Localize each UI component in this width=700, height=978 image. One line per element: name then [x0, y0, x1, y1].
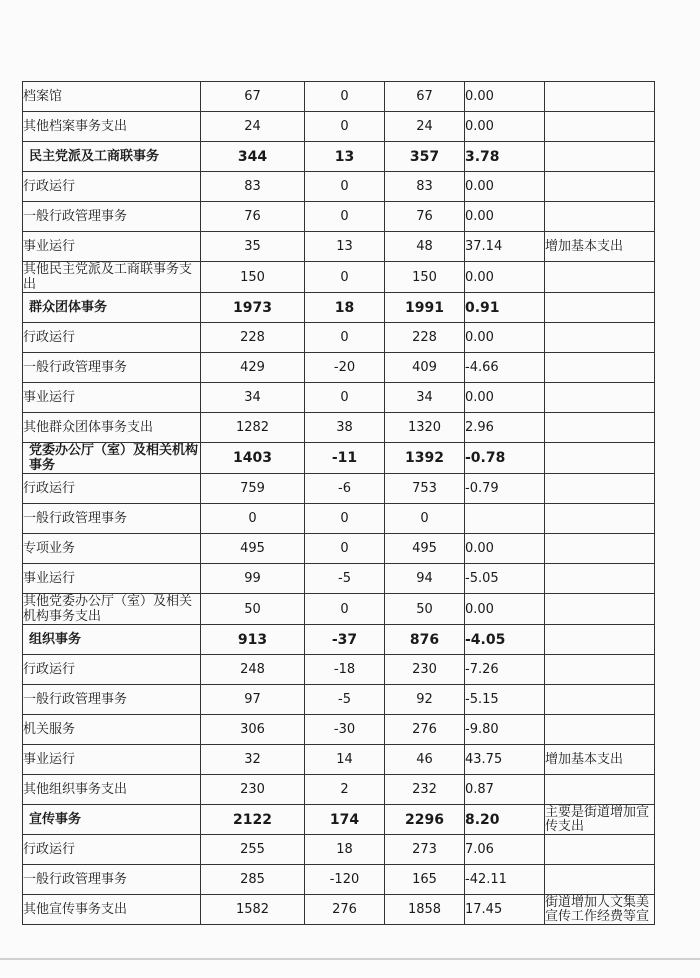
table-row — [23, 293, 655, 323]
change-percent-cell: -4.66 — [465, 353, 545, 383]
change-amount-cell: 0 — [305, 172, 385, 202]
change-amount-cell: 0 — [305, 262, 385, 293]
change-percent-cell: -42.11 — [465, 865, 545, 895]
table-row — [23, 564, 655, 594]
current-amount-cell: 876 — [385, 625, 465, 655]
item-name-cell: 其他组织事务支出 — [23, 775, 201, 805]
current-amount-cell: 273 — [385, 835, 465, 865]
item-name-cell: 档案馆 — [23, 82, 201, 112]
change-percent-cell: -9.80 — [465, 715, 545, 745]
item-name-cell: 行政运行 — [23, 835, 201, 865]
change-percent-cell: 17.45 — [465, 895, 545, 925]
current-amount-cell: 0 — [385, 504, 465, 534]
item-name-cell: 一般行政管理事务 — [23, 685, 201, 715]
change-amount-cell: -5 — [305, 564, 385, 594]
item-name-cell: 其他民主党派及工商联事务支出 — [23, 262, 201, 293]
change-amount-cell: 13 — [305, 142, 385, 172]
change-percent-cell: 0.00 — [465, 262, 545, 293]
change-amount-cell: 0 — [305, 323, 385, 353]
change-amount-cell: 0 — [305, 594, 385, 625]
table-row — [23, 805, 655, 835]
change-amount-cell: 0 — [305, 534, 385, 564]
prev-amount-cell: 1582 — [201, 895, 305, 925]
current-amount-cell: 357 — [385, 142, 465, 172]
item-name-cell: 事业运行 — [23, 745, 201, 775]
current-amount-cell: 1320 — [385, 413, 465, 443]
change-amount-cell: 38 — [305, 413, 385, 443]
prev-amount-cell: 248 — [201, 655, 305, 685]
table-row — [23, 262, 655, 293]
prev-amount-cell: 76 — [201, 202, 305, 232]
item-name-cell: 行政运行 — [23, 323, 201, 353]
item-name-cell: 其他档案事务支出 — [23, 112, 201, 142]
prev-amount-cell: 0 — [201, 504, 305, 534]
note-cell — [545, 534, 655, 564]
current-amount-cell: 76 — [385, 202, 465, 232]
current-amount-cell: 495 — [385, 534, 465, 564]
current-amount-cell: 1392 — [385, 443, 465, 474]
prev-amount-cell: 1973 — [201, 293, 305, 323]
table-row — [23, 383, 655, 413]
item-name-cell: 事业运行 — [23, 564, 201, 594]
change-percent-cell: 0.00 — [465, 202, 545, 232]
table-row — [23, 474, 655, 504]
change-amount-cell: -37 — [305, 625, 385, 655]
prev-amount-cell: 35 — [201, 232, 305, 262]
change-percent-cell: -7.26 — [465, 655, 545, 685]
change-amount-cell: 18 — [305, 835, 385, 865]
note-cell — [545, 202, 655, 232]
prev-amount-cell: 83 — [201, 172, 305, 202]
current-amount-cell: 228 — [385, 323, 465, 353]
item-name-cell: 一般行政管理事务 — [23, 202, 201, 232]
current-amount-cell: 48 — [385, 232, 465, 262]
item-name-cell: 专项业务 — [23, 534, 201, 564]
change-percent-cell: 37.14 — [465, 232, 545, 262]
note-cell — [545, 775, 655, 805]
note-cell: 主要是街道增加宣传支出 — [545, 805, 655, 835]
change-amount-cell: -120 — [305, 865, 385, 895]
current-amount-cell: 150 — [385, 262, 465, 293]
note-cell — [545, 443, 655, 474]
current-amount-cell: 50 — [385, 594, 465, 625]
change-amount-cell: -6 — [305, 474, 385, 504]
change-percent-cell — [465, 504, 545, 534]
table-row — [23, 835, 655, 865]
current-amount-cell: 276 — [385, 715, 465, 745]
note-cell: 增加基本支出 — [545, 745, 655, 775]
change-amount-cell: 276 — [305, 895, 385, 925]
prev-amount-cell: 230 — [201, 775, 305, 805]
prev-amount-cell: 495 — [201, 534, 305, 564]
prev-amount-cell: 285 — [201, 865, 305, 895]
item-name-cell: 其他群众团体事务支出 — [23, 413, 201, 443]
table-row — [23, 865, 655, 895]
prev-amount-cell: 24 — [201, 112, 305, 142]
change-percent-cell: 7.06 — [465, 835, 545, 865]
current-amount-cell: 46 — [385, 745, 465, 775]
change-amount-cell: -18 — [305, 655, 385, 685]
prev-amount-cell: 1403 — [201, 443, 305, 474]
change-percent-cell: 0.87 — [465, 775, 545, 805]
note-cell — [545, 564, 655, 594]
item-name-cell: 民主党派及工商联事务 — [23, 142, 201, 172]
table-row — [23, 82, 655, 112]
item-name-cell: 其他宣传事务支出 — [23, 895, 201, 925]
change-amount-cell: -11 — [305, 443, 385, 474]
change-percent-cell: 3.78 — [465, 142, 545, 172]
current-amount-cell: 24 — [385, 112, 465, 142]
prev-amount-cell: 97 — [201, 685, 305, 715]
change-amount-cell: 18 — [305, 293, 385, 323]
item-name-cell: 其他党委办公厅（室）及相关机构事务支出 — [23, 594, 201, 625]
note-cell — [545, 865, 655, 895]
change-percent-cell: 0.00 — [465, 82, 545, 112]
change-percent-cell: 0.00 — [465, 534, 545, 564]
current-amount-cell: 67 — [385, 82, 465, 112]
item-name-cell: 一般行政管理事务 — [23, 865, 201, 895]
note-cell: 增加基本支出 — [545, 232, 655, 262]
change-amount-cell: 0 — [305, 383, 385, 413]
prev-amount-cell: 913 — [201, 625, 305, 655]
prev-amount-cell: 344 — [201, 142, 305, 172]
scan-edge — [0, 958, 700, 960]
note-cell — [545, 142, 655, 172]
change-amount-cell: 0 — [305, 112, 385, 142]
item-name-cell: 党委办公厅（室）及相关机构事务 — [23, 443, 201, 474]
current-amount-cell: 92 — [385, 685, 465, 715]
change-percent-cell: 0.00 — [465, 383, 545, 413]
note-cell — [545, 82, 655, 112]
table-row — [23, 504, 655, 534]
table-row — [23, 594, 655, 625]
prev-amount-cell: 759 — [201, 474, 305, 504]
change-amount-cell: -5 — [305, 685, 385, 715]
note-cell — [545, 715, 655, 745]
table-row — [23, 353, 655, 383]
change-amount-cell: 0 — [305, 202, 385, 232]
change-amount-cell: 0 — [305, 82, 385, 112]
note-cell — [545, 835, 655, 865]
change-amount-cell: 174 — [305, 805, 385, 835]
item-name-cell: 组织事务 — [23, 625, 201, 655]
note-cell — [545, 655, 655, 685]
change-amount-cell: 14 — [305, 745, 385, 775]
table-row — [23, 323, 655, 353]
change-percent-cell: -0.78 — [465, 443, 545, 474]
item-name-cell: 行政运行 — [23, 474, 201, 504]
change-percent-cell: -4.05 — [465, 625, 545, 655]
item-name-cell: 事业运行 — [23, 232, 201, 262]
prev-amount-cell: 32 — [201, 745, 305, 775]
prev-amount-cell: 228 — [201, 323, 305, 353]
current-amount-cell: 753 — [385, 474, 465, 504]
change-amount-cell: -20 — [305, 353, 385, 383]
note-cell — [545, 685, 655, 715]
prev-amount-cell: 429 — [201, 353, 305, 383]
item-name-cell: 行政运行 — [23, 172, 201, 202]
table-row — [23, 655, 655, 685]
prev-amount-cell: 255 — [201, 835, 305, 865]
current-amount-cell: 2296 — [385, 805, 465, 835]
current-amount-cell: 409 — [385, 353, 465, 383]
note-cell — [545, 474, 655, 504]
table-row — [23, 685, 655, 715]
table-row — [23, 112, 655, 142]
note-cell — [545, 594, 655, 625]
prev-amount-cell: 67 — [201, 82, 305, 112]
current-amount-cell: 1858 — [385, 895, 465, 925]
note-cell — [545, 323, 655, 353]
item-name-cell: 群众团体事务 — [23, 293, 201, 323]
change-amount-cell: 2 — [305, 775, 385, 805]
change-percent-cell: 0.00 — [465, 594, 545, 625]
prev-amount-cell: 306 — [201, 715, 305, 745]
note-cell — [545, 293, 655, 323]
prev-amount-cell: 99 — [201, 564, 305, 594]
table-row — [23, 413, 655, 443]
change-percent-cell: 43.75 — [465, 745, 545, 775]
note-cell — [545, 413, 655, 443]
change-amount-cell: 0 — [305, 504, 385, 534]
budget-table — [22, 81, 655, 925]
note-cell — [545, 172, 655, 202]
note-cell — [545, 353, 655, 383]
change-amount-cell: -30 — [305, 715, 385, 745]
item-name-cell: 事业运行 — [23, 383, 201, 413]
change-percent-cell: -0.79 — [465, 474, 545, 504]
item-name-cell: 宣传事务 — [23, 805, 201, 835]
table-row — [23, 142, 655, 172]
item-name-cell: 机关服务 — [23, 715, 201, 745]
table-row — [23, 534, 655, 564]
current-amount-cell: 34 — [385, 383, 465, 413]
table-row — [23, 202, 655, 232]
current-amount-cell: 165 — [385, 865, 465, 895]
change-percent-cell: 2.96 — [465, 413, 545, 443]
table-row — [23, 625, 655, 655]
change-percent-cell: 0.00 — [465, 172, 545, 202]
current-amount-cell: 230 — [385, 655, 465, 685]
change-percent-cell: -5.15 — [465, 685, 545, 715]
item-name-cell: 行政运行 — [23, 655, 201, 685]
table-row — [23, 895, 655, 925]
current-amount-cell: 83 — [385, 172, 465, 202]
note-cell: 街道增加人文集美宣传工作经费等宣 — [545, 895, 655, 925]
change-percent-cell: 0.91 — [465, 293, 545, 323]
table-row — [23, 745, 655, 775]
change-amount-cell: 13 — [305, 232, 385, 262]
note-cell — [545, 504, 655, 534]
prev-amount-cell: 2122 — [201, 805, 305, 835]
note-cell — [545, 383, 655, 413]
change-percent-cell: 8.20 — [465, 805, 545, 835]
prev-amount-cell: 34 — [201, 383, 305, 413]
table-row — [23, 715, 655, 745]
table-row — [23, 775, 655, 805]
change-percent-cell: -5.05 — [465, 564, 545, 594]
item-name-cell: 一般行政管理事务 — [23, 353, 201, 383]
item-name-cell: 一般行政管理事务 — [23, 504, 201, 534]
change-percent-cell: 0.00 — [465, 112, 545, 142]
current-amount-cell: 94 — [385, 564, 465, 594]
current-amount-cell: 232 — [385, 775, 465, 805]
current-amount-cell: 1991 — [385, 293, 465, 323]
prev-amount-cell: 1282 — [201, 413, 305, 443]
change-percent-cell: 0.00 — [465, 323, 545, 353]
table-row — [23, 172, 655, 202]
prev-amount-cell: 150 — [201, 262, 305, 293]
table-body — [23, 82, 655, 925]
table-row — [23, 232, 655, 262]
note-cell — [545, 262, 655, 293]
note-cell — [545, 625, 655, 655]
prev-amount-cell: 50 — [201, 594, 305, 625]
note-cell — [545, 112, 655, 142]
table-row — [23, 443, 655, 474]
